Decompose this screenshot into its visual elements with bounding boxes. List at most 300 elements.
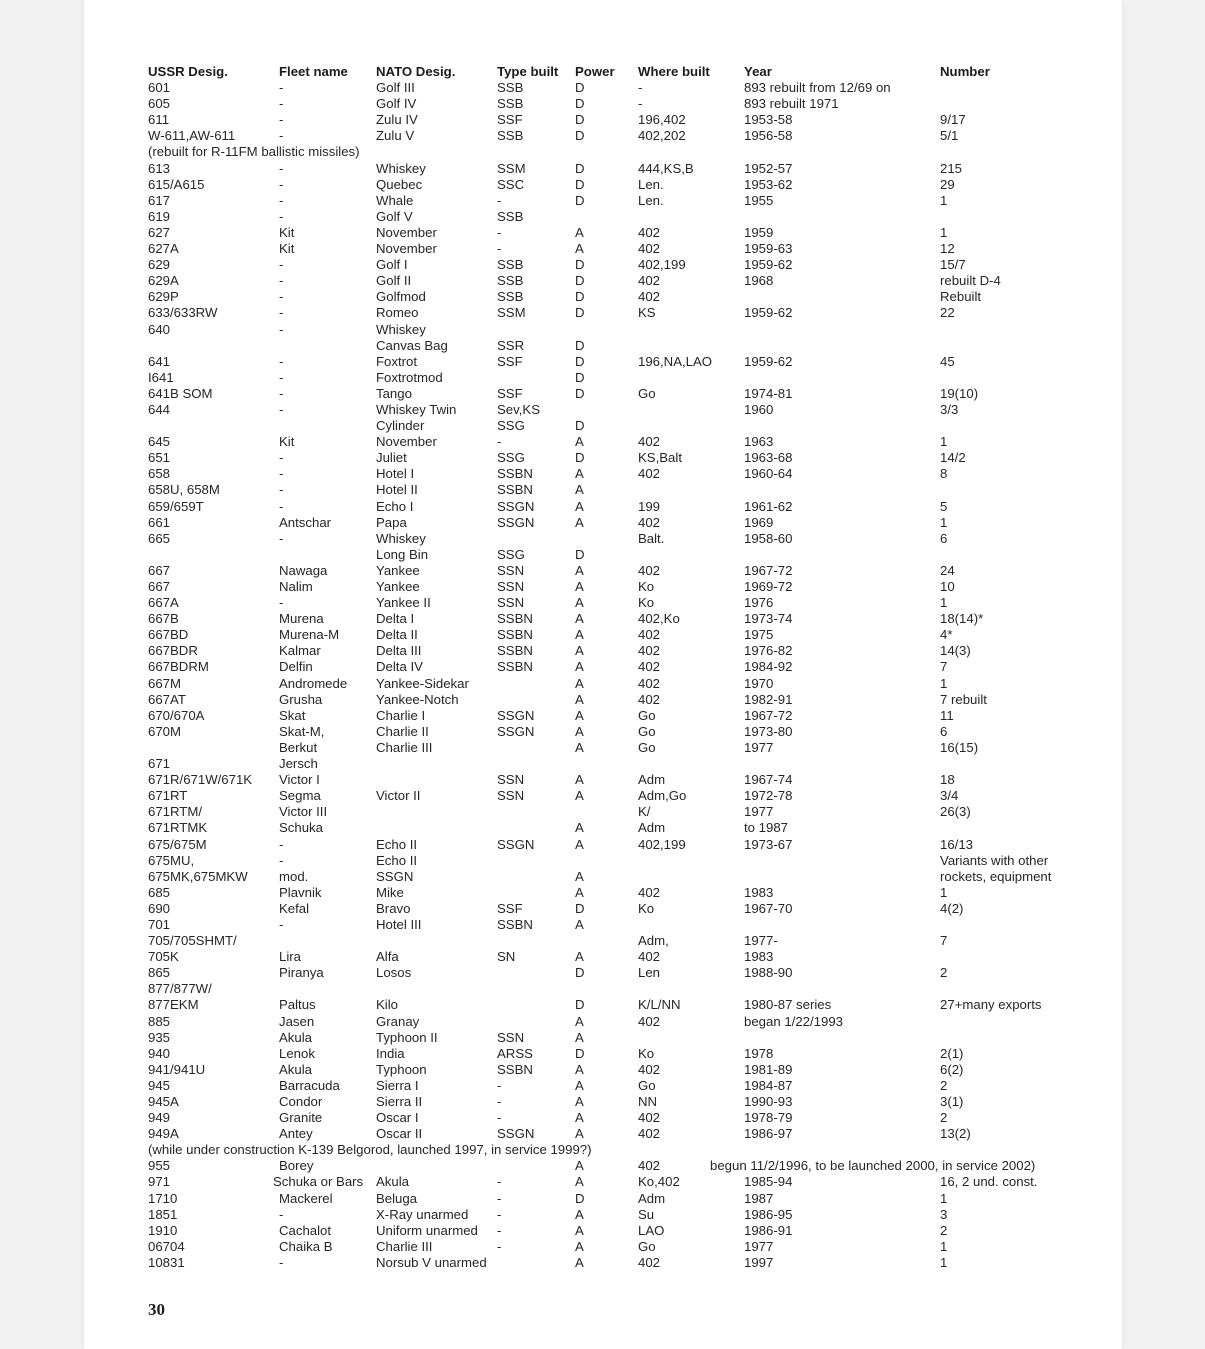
cell-where-built: KS,Balt — [638, 450, 682, 466]
cell-nato-desig: Bravo — [376, 900, 411, 916]
cell-power: A — [575, 1222, 584, 1238]
table-row — [148, 177, 1088, 193]
cell-fleet-name: Granite — [279, 1110, 323, 1126]
column-header-type-built: Type built — [497, 64, 559, 79]
cell-type-built: SSR — [497, 337, 525, 353]
cell-fleet-name: Murena-M — [279, 627, 340, 643]
cell-ussr-desig: 615/A615 — [148, 176, 205, 192]
table-row — [148, 949, 1088, 965]
table-row — [148, 869, 1088, 885]
table-row — [148, 853, 1088, 869]
cell-fleet-name: Andromede — [279, 675, 348, 691]
table-row — [148, 273, 1088, 289]
cell-number: 2 — [940, 1222, 948, 1238]
cell-where-built: Adm — [638, 772, 666, 788]
cell-power: A — [575, 643, 584, 659]
cell-year: 1981-89 — [744, 1061, 793, 1077]
cell-year: 1977- — [744, 933, 778, 949]
cell-ussr-desig: I641 — [148, 369, 174, 385]
cell-power: A — [575, 1061, 584, 1077]
cell-power: D — [575, 289, 585, 305]
cell-power: A — [575, 1174, 584, 1190]
table-row — [148, 305, 1088, 321]
cell-ussr-desig: 651 — [148, 450, 171, 466]
cell-where-built: 402,199 — [638, 257, 686, 273]
cell-where-built: 402 — [638, 434, 661, 450]
cell-nato-desig: India — [376, 1045, 405, 1061]
cell-number: 9/17 — [940, 112, 966, 128]
table-row — [148, 563, 1088, 579]
cell-fleet-name: Schuka — [279, 820, 323, 836]
cell-year: 1982-91 — [744, 691, 793, 707]
cell-nato-desig: Golf I — [376, 257, 408, 273]
cell-year: 1984-87 — [744, 1077, 793, 1093]
cell-power: D — [575, 965, 585, 981]
cell-where-built: - — [638, 80, 643, 96]
cell-nato-desig: Yankee — [376, 579, 420, 594]
cell-fleet-name: - — [279, 595, 284, 611]
cell-where-built: NN — [638, 1094, 658, 1109]
cell-type-built: - — [497, 1190, 502, 1206]
table-row — [148, 225, 1088, 241]
cell-power: D — [575, 160, 585, 176]
cell-nato-desig: Juliet — [376, 450, 407, 466]
cell-number: rockets, equipment — [940, 868, 1052, 884]
cell-where-built: K/ — [638, 804, 651, 820]
cell-ussr-desig: 658U, 658M — [148, 482, 220, 498]
cell-power: D — [575, 176, 585, 192]
cell-power: A — [575, 659, 584, 675]
cell-type-built: - — [497, 192, 502, 208]
cell-type-built: SSB — [497, 257, 524, 273]
cell-nato-desig: Romeo — [376, 305, 419, 321]
cell-where-built: Su — [638, 1206, 655, 1222]
cell-year: 1958-60 — [744, 530, 793, 546]
cell-where-built: 196,NA,LAO — [638, 353, 713, 369]
column-header-fleet-name: Fleet name — [279, 64, 348, 79]
cell-ussr-desig: 640 — [148, 321, 171, 337]
cell-year: to 1987 — [744, 820, 788, 836]
column-header-ussr-desig: USSR Desig. — [148, 64, 228, 79]
cell-fleet-name: - — [279, 369, 284, 385]
table-row — [148, 434, 1088, 450]
cell-number: 4(2) — [940, 900, 964, 916]
cell-type-built: - — [497, 1206, 502, 1222]
cell-power: A — [575, 772, 584, 788]
cell-ussr-desig: 667B — [148, 611, 179, 627]
cell-number: 1 — [940, 434, 948, 450]
cell-nato-desig: Hotel II — [376, 482, 418, 498]
table-row — [148, 144, 1088, 160]
cell-ussr-desig: 877EKM — [148, 997, 199, 1013]
cell-type-built: - — [497, 224, 502, 240]
table-row — [148, 1030, 1088, 1046]
cell-ussr-desig: 1910 — [148, 1222, 178, 1238]
cell-ussr-desig: 659/659T — [148, 498, 204, 514]
cell-ussr-desig: 675MK,675MKW — [148, 868, 248, 884]
cell-nato-desig: November — [376, 241, 437, 257]
cell-power: A — [575, 1126, 584, 1142]
table-row — [148, 1174, 1088, 1190]
cell-type-built: SSF — [497, 112, 523, 128]
cell-year: 893 rebuilt from 12/69 on — [744, 80, 891, 96]
cell-ussr-desig: 945A — [148, 1094, 179, 1109]
cell-where-built: 199 — [638, 498, 661, 514]
table-row — [148, 241, 1088, 257]
cell-nato-desig: Whiskey Twin — [376, 401, 457, 417]
cell-where-built: 402 — [638, 289, 661, 305]
cell-fleet-name: mod. — [279, 868, 309, 884]
cell-power: A — [575, 224, 584, 240]
cell-nato-desig: Echo I — [376, 498, 414, 514]
cell-nato-desig: November — [376, 224, 437, 240]
cell-ussr-desig: (while under construction K-139 Belgorod, launched 1997, in service 1999?) — [148, 1142, 592, 1158]
cell-fleet-name: - — [279, 257, 284, 273]
cell-nato-desig: Charlie III — [376, 739, 433, 755]
table-row — [148, 1014, 1088, 1030]
cell-number: 16/13 — [940, 836, 974, 852]
cell-fleet-name: Piranya — [279, 965, 324, 981]
cell-nato-desig: Typhoon — [376, 1061, 427, 1077]
cell-year: 1983 — [744, 949, 774, 965]
cell-type-built: SSB — [497, 96, 524, 112]
table-row — [148, 788, 1088, 804]
cell-fleet-name: - — [279, 80, 284, 96]
cell-power: A — [575, 595, 584, 611]
cell-where-built: 402 — [638, 562, 661, 578]
cell-fleet-name: Chaika B — [279, 1238, 333, 1254]
cell-ussr-desig: 935 — [148, 1029, 171, 1045]
cell-power: A — [575, 482, 584, 498]
cell-ussr-desig: 945 — [148, 1077, 171, 1093]
cell-type-built: SSN — [497, 579, 525, 594]
table-row — [148, 1239, 1088, 1255]
cell-nato-desig: Typhoon II — [376, 1029, 438, 1045]
table-row — [148, 499, 1088, 515]
cell-type-built: SSBN — [497, 466, 533, 482]
cell-power: D — [575, 273, 585, 289]
cell-ussr-desig: 670M — [148, 723, 181, 739]
cell-number: 19(10) — [940, 385, 979, 401]
cell-nato-desig: Hotel I — [376, 466, 415, 482]
cell-number: 29 — [940, 176, 955, 192]
table-row — [148, 96, 1088, 112]
cell-year: 1973-74 — [744, 611, 793, 627]
table-row — [148, 692, 1088, 708]
cell-number: 18(14)* — [940, 611, 984, 627]
cell-power: D — [575, 128, 585, 144]
cell-type-built: SSN — [497, 595, 525, 611]
cell-year: 1997 — [744, 1254, 774, 1270]
cell-fleet-name: Schuka or Bars — [273, 1174, 364, 1190]
cell-year: 1978-79 — [744, 1110, 793, 1126]
table-row — [148, 627, 1088, 643]
cell-year: 1967-72 — [744, 562, 793, 578]
cell-nato-desig: Uniform unarmed — [376, 1222, 478, 1238]
cell-power: A — [575, 579, 584, 594]
cell-year: 1977 — [744, 1238, 774, 1254]
cell-type-built: SSG — [497, 450, 525, 466]
cell-type-built: ARSS — [497, 1045, 533, 1061]
cell-year: 1959-63 — [744, 241, 793, 257]
table-row — [148, 1255, 1088, 1271]
table-row — [148, 724, 1088, 740]
cell-power: D — [575, 900, 585, 916]
cell-number: 1 — [940, 224, 948, 240]
cell-fleet-name: Akula — [279, 1029, 312, 1045]
cell-year: 1972-78 — [744, 788, 793, 804]
cell-year: 1973-80 — [744, 723, 793, 739]
cell-number: 14/2 — [940, 450, 966, 466]
table-row — [148, 466, 1088, 482]
cell-nato-desig: Yankee — [376, 562, 420, 578]
cell-where-built: Go — [638, 385, 656, 401]
cell-power: A — [575, 836, 584, 852]
cell-year: 1988-90 — [744, 965, 793, 981]
cell-type-built: - — [497, 1222, 502, 1238]
cell-ussr-desig: 671RTM/ — [148, 804, 202, 820]
table-row — [148, 209, 1088, 225]
cell-number: 11 — [940, 707, 954, 723]
cell-fleet-name: Paltus — [279, 997, 316, 1013]
cell-number: 1 — [940, 192, 948, 208]
table-row — [148, 981, 1088, 997]
table-row — [148, 1110, 1088, 1126]
cell-where-built: 402,Ko — [638, 611, 680, 627]
cell-power: D — [575, 418, 585, 434]
cell-power: A — [575, 241, 584, 257]
cell-where-built: Ko — [638, 1045, 655, 1061]
cell-fleet-name: Antey — [279, 1126, 313, 1142]
cell-type-built: SSB — [497, 80, 524, 96]
cell-ussr-desig: 1710 — [148, 1190, 178, 1206]
cell-number: 27+many exports — [940, 997, 1042, 1013]
cell-number: 12 — [940, 241, 955, 257]
column-header-power: Power — [575, 64, 615, 79]
cell-where-built: Len. — [638, 176, 664, 192]
cell-fleet-name: Victor III — [279, 804, 328, 820]
cell-fleet-name: Jersch — [279, 756, 318, 772]
cell-where-built: 402 — [638, 675, 661, 691]
cell-nato-desig: Delta I — [376, 611, 415, 627]
cell-ussr-desig: 629A — [148, 273, 179, 289]
cell-nato-desig: Golfmod — [376, 289, 426, 305]
cell-nato-desig: Echo II — [376, 836, 418, 852]
cell-year: 1963 — [744, 434, 774, 450]
cell-ussr-desig: 877/877W/ — [148, 981, 212, 997]
cell-fleet-name: Kit — [279, 224, 295, 240]
cell-ussr-desig: 671RT — [148, 788, 188, 804]
table-row — [148, 386, 1088, 402]
cell-ussr-desig: 705K — [148, 949, 179, 965]
cell-ussr-desig: 671 — [148, 756, 171, 772]
cell-type-built: SSB — [497, 208, 524, 224]
cell-year: 1967-70 — [744, 900, 793, 916]
cell-fleet-name: - — [279, 401, 284, 417]
cell-nato-desig: Zulu V — [376, 128, 415, 144]
cell-number: 3 — [940, 1206, 948, 1222]
cell-nato-desig: X-Ray unarmed — [376, 1206, 469, 1222]
cell-type-built: SSBN — [497, 659, 533, 675]
cell-fleet-name: Kit — [279, 241, 295, 257]
cell-ussr-desig: 671RTMK — [148, 820, 208, 836]
cell-number: 6 — [940, 723, 948, 739]
cell-fleet-name: Grusha — [279, 691, 323, 707]
cell-power: A — [575, 1013, 584, 1029]
cell-where-built: 402 — [638, 224, 661, 240]
cell-type-built: SSG — [497, 418, 525, 434]
cell-where-built: 402 — [638, 627, 661, 643]
cell-nato-desig: Golf III — [376, 80, 415, 96]
cell-year: 1959-62 — [744, 257, 793, 273]
cell-nato-desig: Delta III — [376, 643, 422, 659]
cell-number: 26(3) — [940, 804, 971, 820]
cell-year: 1986-91 — [744, 1222, 793, 1238]
table-row — [148, 965, 1088, 981]
cell-number: 4* — [940, 627, 953, 643]
cell-fleet-name: - — [279, 305, 284, 321]
cell-power: A — [575, 868, 584, 884]
cell-where-built: 402 — [638, 1061, 661, 1077]
cell-type-built: SSGN — [497, 498, 535, 514]
document-page — [84, 0, 1122, 1349]
cell-year: 1969 — [744, 514, 774, 530]
cell-year: begun 11/2/1996, to be launched 2000, in service 2002) — [710, 1158, 1036, 1174]
cell-ussr-desig: 701 — [148, 916, 171, 932]
cell-fleet-name: Plavnik — [279, 884, 322, 900]
table-row — [148, 1223, 1088, 1239]
cell-power: A — [575, 466, 584, 482]
table-row — [148, 917, 1088, 933]
cell-number: 3/3 — [940, 401, 959, 417]
cell-ussr-desig: 601 — [148, 80, 171, 96]
table-row — [148, 756, 1088, 772]
cell-type-built: - — [497, 1174, 502, 1190]
cell-ussr-desig: 627A — [148, 241, 179, 257]
cell-fleet-name: Lenok — [279, 1045, 315, 1061]
cell-year: 1970 — [744, 675, 774, 691]
cell-nato-desig: Oscar I — [376, 1110, 419, 1126]
cell-year: 1963-68 — [744, 450, 793, 466]
cell-power: A — [575, 820, 584, 836]
cell-fleet-name: - — [279, 208, 284, 224]
cell-fleet-name: - — [279, 1206, 284, 1222]
cell-power: D — [575, 369, 585, 385]
cell-year: 1953-62 — [744, 176, 793, 192]
cell-ussr-desig: 675/675M — [148, 836, 207, 852]
table-row — [148, 676, 1088, 692]
cell-ussr-desig: 06704 — [148, 1238, 185, 1254]
cell-nato-desig: Golf IV — [376, 96, 417, 112]
cell-number: 16(15) — [940, 739, 979, 755]
cell-type-built: SSF — [497, 900, 523, 916]
cell-nato-desig: Zulu IV — [376, 112, 418, 128]
cell-where-built: KS — [638, 305, 656, 321]
table-row — [148, 1158, 1088, 1174]
cell-power: A — [575, 1110, 584, 1126]
cell-fleet-name: - — [279, 852, 284, 868]
table-row — [148, 418, 1088, 434]
cell-type-built: Sev,KS — [497, 401, 541, 417]
cell-year: 1978 — [744, 1045, 774, 1061]
cell-year: 1959 — [744, 224, 774, 240]
cell-nato-desig: Yankee-Sidekar — [376, 675, 469, 691]
table-row — [148, 402, 1088, 418]
cell-fleet-name: Kit — [279, 434, 295, 450]
table-row — [148, 450, 1088, 466]
cell-power: D — [575, 257, 585, 273]
cell-number: 1 — [940, 1254, 948, 1270]
cell-where-built: Go — [638, 1238, 656, 1254]
cell-ussr-desig: 10831 — [148, 1254, 185, 1270]
cell-year: 1985-94 — [744, 1174, 793, 1190]
cell-power: A — [575, 723, 584, 739]
cell-number: 1 — [940, 884, 948, 900]
cell-number: 7 — [940, 659, 948, 675]
cell-fleet-name: Akula — [279, 1061, 312, 1077]
table-row — [148, 289, 1088, 305]
cell-where-built: Len — [638, 965, 661, 981]
cell-year: 1956-58 — [744, 128, 793, 144]
cell-fleet-name: Condor — [279, 1094, 323, 1109]
cell-number: 16, 2 und. const. — [940, 1174, 1038, 1190]
cell-number: 6 — [940, 530, 948, 546]
cell-fleet-name: - — [279, 466, 284, 482]
cell-ussr-desig: 885 — [148, 1013, 171, 1029]
table-row — [148, 547, 1088, 563]
cell-fleet-name: - — [279, 353, 284, 369]
cell-type-built: SSM — [497, 160, 526, 176]
cell-type-built: SSN — [497, 788, 525, 804]
cell-ussr-desig: 865 — [148, 965, 171, 981]
cell-year: began 1/22/1993 — [744, 1013, 844, 1029]
cell-ussr-desig: 617 — [148, 192, 171, 208]
cell-where-built: 402 — [638, 273, 661, 289]
cell-type-built: SSG — [497, 546, 525, 562]
cell-ussr-desig: 644 — [148, 401, 171, 417]
cell-where-built: 196,402 — [638, 112, 686, 128]
cell-ussr-desig: 667M — [148, 675, 181, 691]
cell-number: 2 — [940, 1110, 948, 1126]
cell-fleet-name: Skat — [279, 707, 306, 723]
cell-number: 18 — [940, 772, 955, 788]
cell-number: 10 — [940, 579, 955, 594]
table-row — [148, 257, 1088, 273]
cell-type-built: SSN — [497, 562, 525, 578]
cell-type-built: SSM — [497, 305, 526, 321]
cell-where-built: 402 — [638, 1110, 661, 1126]
cell-nato-desig: November — [376, 434, 437, 450]
cell-power: D — [575, 997, 585, 1013]
cell-type-built: SSN — [497, 1029, 525, 1045]
cell-power: D — [575, 337, 585, 353]
cell-where-built: Adm — [638, 820, 666, 836]
cell-where-built: Adm,Go — [638, 788, 687, 804]
table-row — [148, 322, 1088, 338]
cell-fleet-name: Borey — [279, 1158, 314, 1174]
cell-number: 1 — [940, 595, 948, 611]
cell-year: 1976-82 — [744, 643, 793, 659]
cell-ussr-desig: W-611,AW-611 — [148, 128, 236, 144]
cell-number: 45 — [940, 353, 955, 369]
cell-type-built: - — [497, 241, 502, 257]
cell-nato-desig: Victor II — [376, 788, 421, 804]
cell-year: 1977 — [744, 739, 774, 755]
cell-fleet-name: Murena — [279, 611, 324, 627]
cell-nato-desig: Hotel III — [376, 916, 422, 932]
cell-year: 1953-58 — [744, 112, 793, 128]
cell-ussr-desig: 705/705SHMT/ — [148, 933, 237, 949]
